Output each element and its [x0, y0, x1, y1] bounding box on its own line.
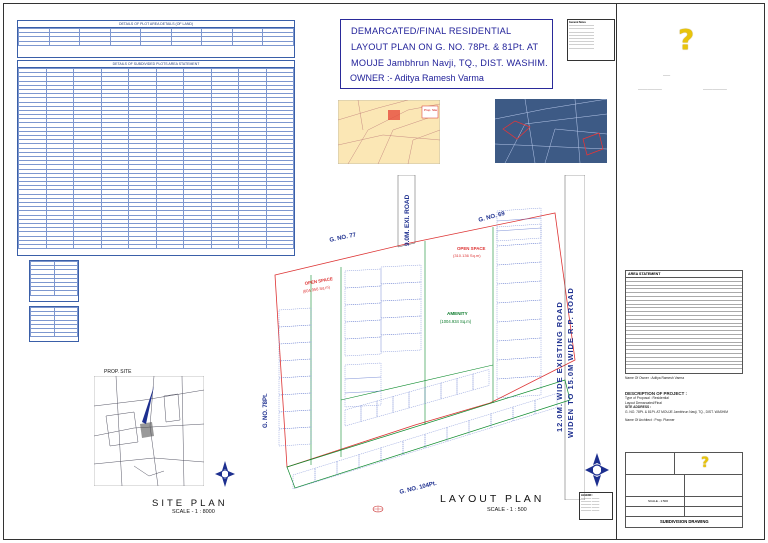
drawing-title: SUBDIVISION DRAWING — [660, 519, 709, 524]
title-line-3: MOUJE Jambhrun Navji, TQ., DIST. WASHIM. — [351, 58, 548, 68]
general-notes-box: General Notes —————————— —————————— —————————— —————————— —————————— —————————— —————————— —————————— — [567, 19, 615, 61]
gno78-label: G. NO. 78Pt. — [263, 393, 269, 428]
gno69-label: G. NO. 69 — [478, 211, 506, 224]
plot-outline — [345, 286, 381, 305]
plot-outline — [497, 224, 541, 246]
plot-outline — [381, 316, 421, 335]
plot-outline — [345, 320, 381, 339]
open-space-2-area: (310.136 Sq.m) — [453, 253, 481, 258]
plot-outline — [497, 281, 541, 303]
plot-outline — [381, 299, 421, 318]
internal-road — [287, 380, 570, 488]
plot-outline — [497, 262, 541, 284]
layout-type: Layout Demarcated/Final — [625, 400, 662, 405]
plot-outline — [345, 269, 381, 288]
layout-plan — [265, 175, 585, 500]
plot-area-table — [17, 60, 295, 256]
compass-site-icon — [214, 460, 236, 488]
site-plan — [94, 376, 204, 486]
plot-outline — [359, 448, 381, 469]
open-space-2-label: OPEN SPACE — [457, 246, 486, 251]
plot-outline — [381, 282, 421, 301]
title-line-2: LAYOUT PLAN ON G. NO. 78Pt. & 81Pt. AT — [351, 42, 539, 52]
plot-table-title: DETAILS OF SUBDIVIDED PLOTS AREA STATEMENT — [18, 61, 294, 68]
question-mark-small-icon: ? — [701, 455, 710, 471]
amenity-area: (1004.934 Sq.m) — [440, 319, 472, 324]
plot-outline — [345, 377, 381, 393]
plot-outline — [403, 434, 425, 455]
site-address-label: SITE ADDRESS : — [625, 405, 652, 410]
plot-outline — [513, 400, 535, 421]
site-plan-scale: SCALE - 1 : 8000 — [172, 509, 215, 515]
road-12m-label: 12.0M. WIDE EXISTING ROAD — [555, 301, 564, 432]
gno77-label: G. NO. 77 — [329, 232, 357, 244]
summary-table-2 — [29, 306, 79, 342]
plot-outline — [279, 308, 311, 327]
land-details-table — [17, 20, 295, 58]
legend-title: LEGEND : — [581, 494, 593, 497]
plot-outline — [497, 218, 541, 231]
gno104-label: G. NO. 104Pt. — [399, 480, 438, 496]
area-statement-title: AREA STATEMENT — [626, 271, 742, 278]
plot-outline — [381, 265, 421, 284]
compass-layout-icon — [584, 452, 610, 488]
open-space-1-label: OPEN SPACE — [304, 276, 334, 286]
plot-outline — [315, 461, 337, 482]
plot-outline — [441, 379, 457, 400]
plot-outline — [497, 243, 541, 265]
area-statement-table — [625, 270, 743, 374]
layout-plan-scale: SCALE - 1 : 500 — [487, 507, 527, 513]
proposal-type: Type of Proposal : Residential — [625, 396, 669, 400]
description-heading: DESCRIPTION OF PROJECT : — [625, 390, 687, 396]
plot-outline — [345, 406, 361, 427]
plot-outline — [409, 388, 425, 409]
plot-outline — [345, 391, 381, 407]
plot-outline — [425, 383, 441, 404]
architect-name: Name Of Architect : Prop. Planner — [625, 418, 675, 423]
plot-outline — [279, 342, 311, 361]
scale-cell: SCALE - 1:500 — [648, 499, 669, 503]
plot-outline — [381, 333, 421, 352]
plot-outline — [535, 393, 557, 414]
owner-name: OWNER :- Aditya Ramesh Varma — [350, 73, 484, 83]
plot-outline — [497, 357, 541, 379]
road-rp-label: WIDEN TO 15.0M WIDE R.P. ROAD — [566, 287, 575, 438]
plot-outline — [497, 228, 541, 241]
plot-outline — [345, 337, 381, 356]
centre-mark-icon — [372, 505, 384, 513]
plot-outline — [345, 303, 381, 322]
title-line-1: DEMARCATED/FINAL RESIDENTIAL — [351, 26, 512, 36]
road-exi-label: 9.0M. EXI. ROAD — [404, 194, 411, 246]
plot-outline — [393, 392, 409, 413]
title-block-table — [625, 452, 743, 528]
plot-outline — [491, 407, 513, 428]
plot-outline — [457, 374, 473, 395]
land-table-title: DETAILS OF PLOT AREA DETAILS (OF LAND) — [18, 21, 294, 28]
plot-outline — [377, 397, 393, 418]
open-space-1-area: (604.956 Sq.m) — [302, 284, 331, 294]
question-mark-icon: ? — [678, 23, 695, 56]
plot-outline — [279, 359, 311, 378]
plot-outline — [497, 300, 541, 322]
owner-info: Name Of Owner : Aditya Ramesh Varma — [625, 376, 685, 380]
plot-outline — [381, 441, 403, 462]
plot-outline — [279, 427, 311, 446]
plot-outline — [361, 401, 377, 422]
key-map — [338, 100, 440, 164]
plot-outline — [279, 325, 311, 344]
plot-outline — [497, 338, 541, 360]
plot-outline — [293, 468, 315, 489]
legend-box: LEGEND : ———— ——— ———— ——— ———— ——— ———— ——— ———— ——— — [579, 492, 613, 520]
summary-table-1 — [29, 260, 79, 302]
signature-area: ——— —————————— —————————— — [638, 74, 727, 91]
plot-outline — [337, 455, 359, 476]
plot-outline — [279, 393, 311, 412]
key-prop-site-label: Prop. Site — [424, 108, 438, 112]
plot-outline — [345, 363, 381, 379]
satellite-inset — [495, 99, 607, 163]
project-info — [625, 376, 743, 423]
site-address: G. NO. 78Pt. & 81Pt. AT MOUJE Jambhrun Navji, TQ., DIST. WASHIM — [625, 409, 729, 414]
prop-site-label: PROP. SITE — [104, 369, 132, 375]
amenity-label: AMENITY — [447, 311, 468, 316]
layout-plan-label: LAYOUT PLAN — [440, 493, 545, 505]
plot-outline — [497, 319, 541, 341]
plot-outline — [279, 376, 311, 395]
site-plan-label: SITE PLAN — [152, 498, 228, 509]
plot-outline — [473, 370, 489, 391]
